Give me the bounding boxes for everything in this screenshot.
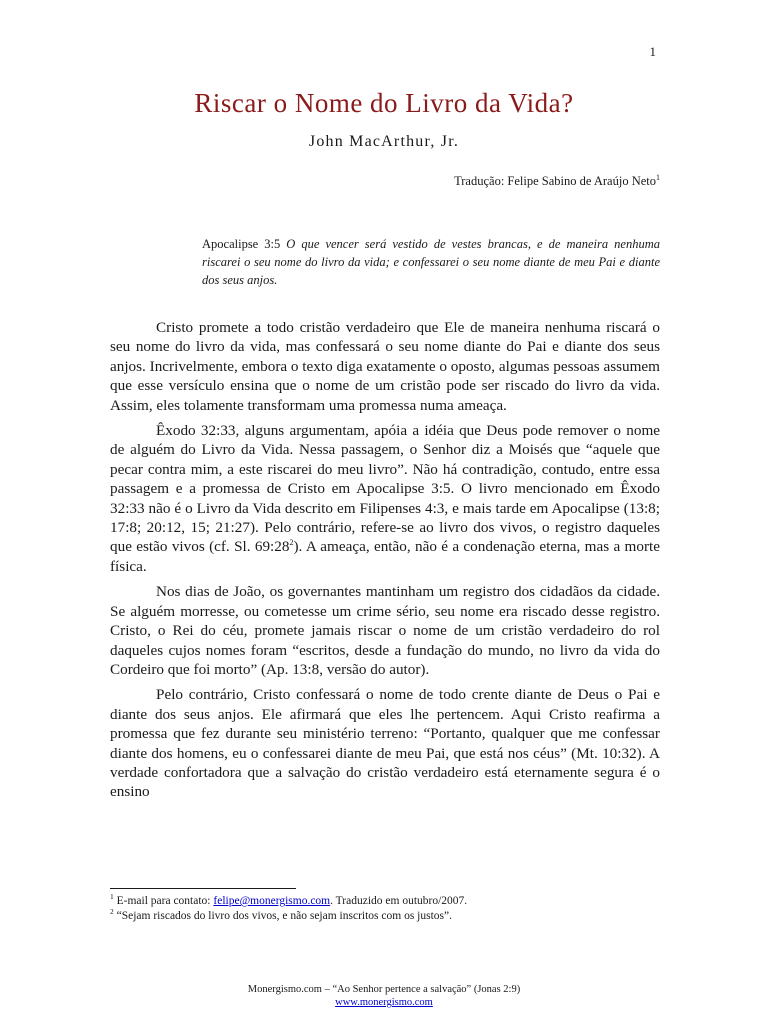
epigraph-reference: Apocalipse 3:5: [202, 237, 281, 251]
paragraph-3: Nos dias de João, os governantes mantinham um registro dos cidadãos da cidade. Se alguém morresse, ou cometesse um crime sério, seu nome era riscado desse registro. Cristo, o Rei do céu, promete jamais riscar o nome de um cristão verdadeiro do rol daqueles cujos nomes foram “escritos, desde a fundação do mundo, no livro da vida do Cordeiro que foi morto” (Ap. 13:8, versão do autor).: [110, 583, 660, 678]
paragraph-2-text-before: Êxodo 32:33, alguns argumentam, apóia a idéia que Deus pode remover o nome de alguém do Livro da Vida. Nessa passagem, o Senhor diz a Moisés que “aquele que pecar contra mim, a este riscarei do meu livro”. Não há contradição, contudo, entre essa passagem e a promessa de Cristo em Apocalipse 3:5. O livro mencionado em Êxodo 32:33 não é o Livro da Vida descrito em Filipenses 4:3, e mais tarde em Apocalipse (13:8; 17:8; 20:12, 15; 21:27). Pelo contrário, refere-se ao livro dos vivos, o registro daqueles que estão vivos (cf. Sl. 69:28: [110, 422, 660, 556]
paragraph-1: Cristo promete a todo cristão verdadeiro que Ele de maneira nenhuma riscará o seu nome do livro da vida, mas confessará o seu nome diante do Pai e diante dos seus anjos. Incrivelmente, embora o texto diga exatamente o oposto, algumas pessoas assumem que esse versículo ensina que o nome de um cristão pode ser riscado do livro da vida. Assim, eles tolamente transformam uma promessa numa ameaça.: [110, 319, 660, 414]
footer-line: Monergismo.com – “Ao Senhor pertence a salvação” (Jonas 2:9): [247, 984, 521, 995]
document-title: Riscar o Nome do Livro da Vida?: [194, 88, 574, 118]
footnote-divider: [110, 888, 296, 889]
website-link[interactable]: www.monergismo.com: [335, 997, 433, 1008]
translation-label: Tradução: Felipe Sabino de Araújo Neto: [454, 174, 656, 188]
translation-credit: [454, 174, 660, 189]
footnotes: [110, 894, 670, 924]
epigraph-quote: O que vencer será vestido de vestes brancas, e de maneira nenhuma riscarei o seu nome do livro da vida; e confessarei o seu nome diante de meu Pai e diante dos seus anjos.: [202, 237, 660, 287]
epigraph: [202, 235, 660, 289]
footnote-2: [110, 909, 670, 924]
page-number: 1: [649, 44, 656, 59]
footnote-2-number: 2: [110, 907, 114, 917]
footnote-ref-2[interactable]: 2: [289, 538, 294, 548]
paragraph-2-text-after: ). A ameaça, então, não é a condenação eterna, mas a morte física.: [110, 538, 660, 575]
footnote-1: [110, 894, 670, 909]
email-link[interactable]: felipe@monergismo.com: [213, 895, 331, 907]
author-name: John MacArthur, Jr.: [308, 133, 460, 150]
footnote-1-prefix: E-mail para contato:: [116, 895, 214, 907]
page-footer: [0, 983, 768, 1009]
footnote-1-number: 1: [110, 892, 114, 902]
body-text: [110, 318, 660, 808]
footnote-2-text: “Sejam riscados do livro dos vivos, e não sejam inscritos com os justos”.: [116, 910, 452, 922]
paragraph-2: [110, 421, 660, 576]
footnote-ref-1[interactable]: 1: [656, 172, 660, 182]
footnote-1-suffix: . Traduzido em outubro/2007.: [330, 895, 468, 907]
paragraph-4: Pelo contrário, Cristo confessará o nome de todo crente diante de Deus o Pai e diante dos seus anjos. Ele afirmará que eles lhe pertencem. Aqui Cristo reafirma a promessa que fez durante seu ministério terreno: “Portanto, qualquer que me confessar diante dos homens, eu o confessarei diante de meu Pai, que está nos céus” (Mt. 10:32). A verdade confortadora que a salvação do cristão verdadeiro está eternamente segura é o ensino: [110, 686, 660, 801]
